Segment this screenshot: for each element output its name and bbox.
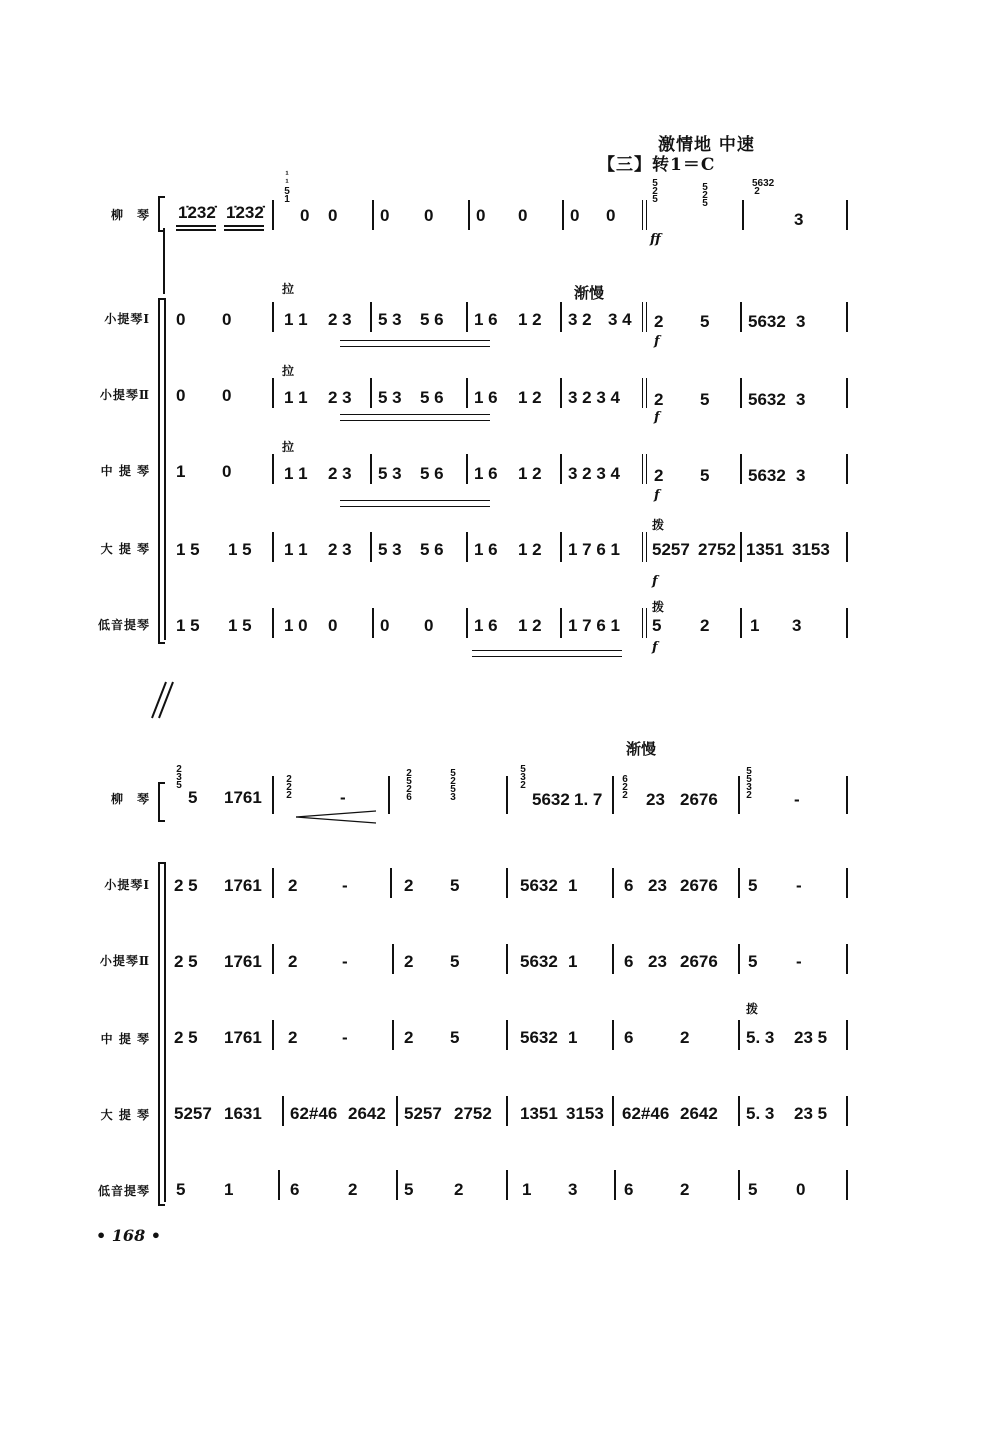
note: 1 6 [474,310,498,329]
ritardando-mark: 渐慢 [574,284,605,302]
note: 2642 [680,1104,718,1123]
note: 5 3 [378,540,402,559]
note: 2 [680,1180,690,1199]
note: 1 [568,1028,578,1047]
instrument-label: 柳 琴 [110,208,150,222]
note: 0 [424,616,434,635]
note: 1 [176,462,186,481]
barline [506,868,508,898]
chord: 5 2 5 3 [450,768,456,803]
note: 5 [450,1028,460,1047]
note: 1 7 6 1 [568,616,620,635]
note: 2 3 [328,464,352,483]
barline [272,454,274,484]
arco-mark: 拉 [282,440,295,454]
note: 6 [624,1180,634,1199]
note: 2 3 [328,310,352,329]
double-barline [642,200,643,230]
barline [560,608,562,638]
note: 5 3 [378,388,402,407]
note: 1 [522,1180,532,1199]
note: 6 [624,876,634,895]
barline [370,532,372,562]
note: 1̇232̇ [178,203,216,222]
dynamic-ff: ff [650,232,661,247]
barline [846,378,848,408]
note: 3 [794,210,804,229]
note: 1 6 [474,540,498,559]
barline [614,1170,616,1200]
note: 3 4 [608,310,632,329]
note: 5 [700,390,710,409]
chord: 5 2 5 [702,182,708,209]
note: 5 [188,788,198,807]
note: 1 2 [518,540,542,559]
note: 1631 [224,1104,262,1123]
note: 2752 [454,1104,492,1123]
note: 2 [404,1028,414,1047]
note: 3 [796,466,806,485]
barline [846,1170,848,1200]
note: 0 [328,206,338,225]
instrument-label: 中 提 琴 [100,1032,150,1046]
note: 1 [224,1180,234,1199]
note: - [794,790,800,809]
note: 5 [748,1180,758,1199]
note: 2 [654,466,664,485]
note: 3 [796,390,806,409]
barline [272,378,274,408]
hairpin [340,420,490,421]
note: 5 6 [420,464,444,483]
note: 1 6 [474,616,498,635]
note: 2 [288,1028,298,1047]
barline [272,1020,274,1050]
barline [846,944,848,974]
note: 0 [424,206,434,225]
barline [370,454,372,484]
hairpin [340,500,490,501]
barline [272,776,274,814]
barline [846,1096,848,1126]
note: 5 [700,312,710,331]
barline [388,776,390,814]
note: - [340,788,346,807]
note: 5 [450,952,460,971]
dynamic-f: f [654,334,660,349]
dynamic-f: f [652,574,658,589]
beam [224,225,264,227]
barline [560,532,562,562]
note: 1 6 [474,388,498,407]
hairpin [340,340,490,341]
barline [612,868,614,898]
note: 1761 [224,1028,262,1047]
chord: 2 3 5 [176,764,182,791]
barline [506,1020,508,1050]
note: 1 5 [228,616,252,635]
note: 1 [750,616,760,635]
double-barline [642,454,643,484]
barline [738,944,740,974]
note: 0 [300,206,310,225]
note: 0 [176,310,186,329]
barline [742,200,744,230]
barline [272,302,274,332]
note: 5 [748,876,758,895]
note: 1 5 [176,540,200,559]
note: 5. 3 [746,1104,775,1123]
note: 1 1 [284,388,308,407]
barline [740,302,742,332]
barline [506,1096,508,1126]
pizzicato-mark: 拨 [652,600,665,614]
barline [560,454,562,484]
chord: 5632 2 [752,178,775,197]
note: 1 0 [284,616,308,635]
note: 1 1 [284,540,308,559]
note: 1̇232̇ [226,203,264,222]
barline [846,454,848,484]
note: 1 5 [176,616,200,635]
barline [392,1020,394,1050]
note: 62#46 [622,1104,670,1123]
note: 6 [290,1180,300,1199]
note: 2 3 [328,540,352,559]
note: 5 [652,616,662,635]
barline [846,302,848,332]
barline [738,868,740,898]
note: 5 3 [378,310,402,329]
note: 2752 [698,540,736,559]
ritardando-mark: 渐慢 [626,740,657,758]
note: 5257 [404,1104,442,1123]
note: 1 2 [518,310,542,329]
barline [846,776,848,814]
note: 5632 [748,312,786,331]
note: 0 [176,386,186,405]
barline [466,532,468,562]
note: 1 1 [284,310,308,329]
barline [272,532,274,562]
barline [740,454,742,484]
system-barline [164,298,166,640]
chord: 5 5 3 2 [746,766,752,801]
double-barline [646,302,647,332]
barline [612,944,614,974]
note: 0 [476,206,486,225]
double-barline [646,608,647,638]
system-separator [148,680,178,720]
note: 0 [606,206,616,225]
hairpin [472,656,622,657]
double-barline [646,378,647,408]
note: 1351 [746,540,784,559]
hairpin [472,650,622,651]
note: 2 [348,1180,358,1199]
barline [740,608,742,638]
barline [738,1170,740,1200]
barline [392,944,394,974]
note: 5 6 [420,310,444,329]
note: 5. 3 [746,1028,775,1047]
note: 1 2 [518,388,542,407]
chord: ¹ ¹ 5 1 [284,170,290,205]
note: 5 [450,876,460,895]
instrument-label: 小提琴Ⅱ [99,954,150,968]
barline [612,776,614,814]
note: 2 [680,1028,690,1047]
chord: 6 2 2 [622,774,628,801]
note: 1 2 [518,616,542,635]
double-barline [642,378,643,408]
note: 2 [654,312,664,331]
dynamic-f: f [652,640,658,655]
instrument-label: 柳 琴 [110,792,150,806]
note: 2 [454,1180,464,1199]
note: 2676 [680,790,718,809]
note: 3 2 3 4 [568,388,620,407]
note: 5632 [748,390,786,409]
hairpin [340,346,490,347]
chord: 2 5 2 6 [406,768,412,803]
note: 1 7 6 1 [568,540,620,559]
barline [846,200,848,230]
barline [282,1096,284,1126]
double-barline [642,608,643,638]
barline [506,1170,508,1200]
barline [740,378,742,408]
instrument-label: 小提琴Ⅱ [99,388,150,402]
barline [272,200,274,230]
arco-mark: 拉 [282,364,295,378]
barline [468,200,470,230]
note: - [796,952,802,971]
barline [372,200,374,230]
note: - [342,952,348,971]
barline [506,776,508,814]
note: 3 [568,1180,578,1199]
note: 0 [796,1180,806,1199]
note: 5632 [748,466,786,485]
note: 1. 7 [574,790,603,809]
barline [370,302,372,332]
barline [846,532,848,562]
note: 5632 [520,1028,558,1047]
note: 1351 [520,1104,558,1123]
barline [466,378,468,408]
note: 1 [568,876,578,895]
instrument-label: 中 提 琴 [100,464,150,478]
barline [396,1170,398,1200]
note: 0 [222,386,232,405]
instrument-label: 低音提琴 [97,618,150,632]
note: 5 6 [420,388,444,407]
double-barline [646,532,647,562]
note: 5632 [520,952,558,971]
note: 1761 [224,952,262,971]
double-barline [642,302,643,332]
dynamic-f: f [654,488,660,503]
note: - [796,876,802,895]
note: 0 [222,310,232,329]
arco-mark: 拉 [282,282,295,296]
barline [612,1096,614,1126]
note: 6 [624,952,634,971]
barline [846,608,848,638]
barline [560,302,562,332]
pizzicato-mark: 拨 [746,1002,759,1016]
instrument-label: 大 提 琴 [100,1108,150,1122]
barline [272,608,274,638]
barline [466,454,468,484]
barline [738,776,740,814]
note: - [342,876,348,895]
note: 23 [648,952,667,971]
note: 2676 [680,876,718,895]
barline [506,944,508,974]
note: 0 [222,462,232,481]
note: 2676 [680,952,718,971]
note: 5 3 [378,464,402,483]
note: 2 3 [328,388,352,407]
pizzicato-mark: 拨 [652,518,665,532]
instrument-label: 小提琴Ⅰ [104,312,150,326]
barline [466,608,468,638]
note: 5632 [532,790,570,809]
instrument-label: 小提琴Ⅰ [104,878,150,892]
note: 2 5 [174,1028,198,1047]
barline [738,1020,740,1050]
system-line [163,228,165,294]
tempo-marking: 激情地 中速 [658,135,755,155]
note: 5 [700,466,710,485]
note: 5 6 [420,540,444,559]
barline [738,1096,740,1126]
beam [176,229,216,231]
note: 5257 [174,1104,212,1123]
note: 1761 [224,876,262,895]
note: 1761 [224,788,262,807]
chord: 2 2 2 [286,774,292,801]
note: 2 [288,952,298,971]
note: 0 [518,206,528,225]
note: 1 [568,952,578,971]
bracket [158,196,165,232]
note: 2 [700,616,710,635]
barline [272,868,274,898]
note: 62#46 [290,1104,338,1123]
note: 2 5 [174,876,198,895]
barline [372,608,374,638]
double-barline [646,200,647,230]
note: - [342,1028,348,1047]
hairpin [340,414,490,415]
note: 0 [380,616,390,635]
beam [224,229,264,231]
double-barline [646,454,647,484]
note: 1 5 [228,540,252,559]
instrument-label: 低音提琴 [97,1184,150,1198]
note: 3153 [566,1104,604,1123]
note: 5257 [652,540,690,559]
note: 3 [792,616,802,635]
note: 5 [404,1180,414,1199]
barline [396,1096,398,1126]
barline [370,378,372,408]
bracket [158,782,165,822]
note: 2 [654,390,664,409]
barline [612,1020,614,1050]
barline [466,302,468,332]
barline [560,378,562,408]
barline [278,1170,280,1200]
chord: 5 2 5 [652,178,658,205]
note: 23 5 [794,1104,828,1123]
note: 3 2 3 4 [568,464,620,483]
chord: 5 3 2 [520,764,526,791]
note: 0 [328,616,338,635]
barline [846,868,848,898]
double-barline [642,532,643,562]
page-number: • 168 • [96,1226,161,1245]
note: 3153 [792,540,830,559]
note: 2 [404,952,414,971]
note: 23 5 [794,1028,828,1047]
dynamic-f: f [654,410,660,425]
note: 5632 [520,876,558,895]
hairpin [340,506,490,507]
note: 5 [176,1180,186,1199]
note: 2 5 [174,952,198,971]
note: 0 [570,206,580,225]
note: 3 [796,312,806,331]
note: 2 [404,876,414,895]
note: 2 [288,876,298,895]
barline [272,944,274,974]
beam [176,225,216,227]
note: 1 2 [518,464,542,483]
barline [740,532,742,562]
note: 2642 [348,1104,386,1123]
note: 23 [648,876,667,895]
note: 6 [624,1028,634,1047]
note: 0 [380,206,390,225]
instrument-label: 大 提 琴 [100,542,150,556]
note: 5 [748,952,758,971]
note: 23 [646,790,665,809]
barline [846,1020,848,1050]
note: 1 1 [284,464,308,483]
system-barline [164,862,166,1202]
note: 3 2 [568,310,592,329]
crescendo-hairpin [296,810,378,824]
barline [562,200,564,230]
barline [390,868,392,898]
note: 1 6 [474,464,498,483]
section-marking: 【三】转1＝C [598,155,716,175]
